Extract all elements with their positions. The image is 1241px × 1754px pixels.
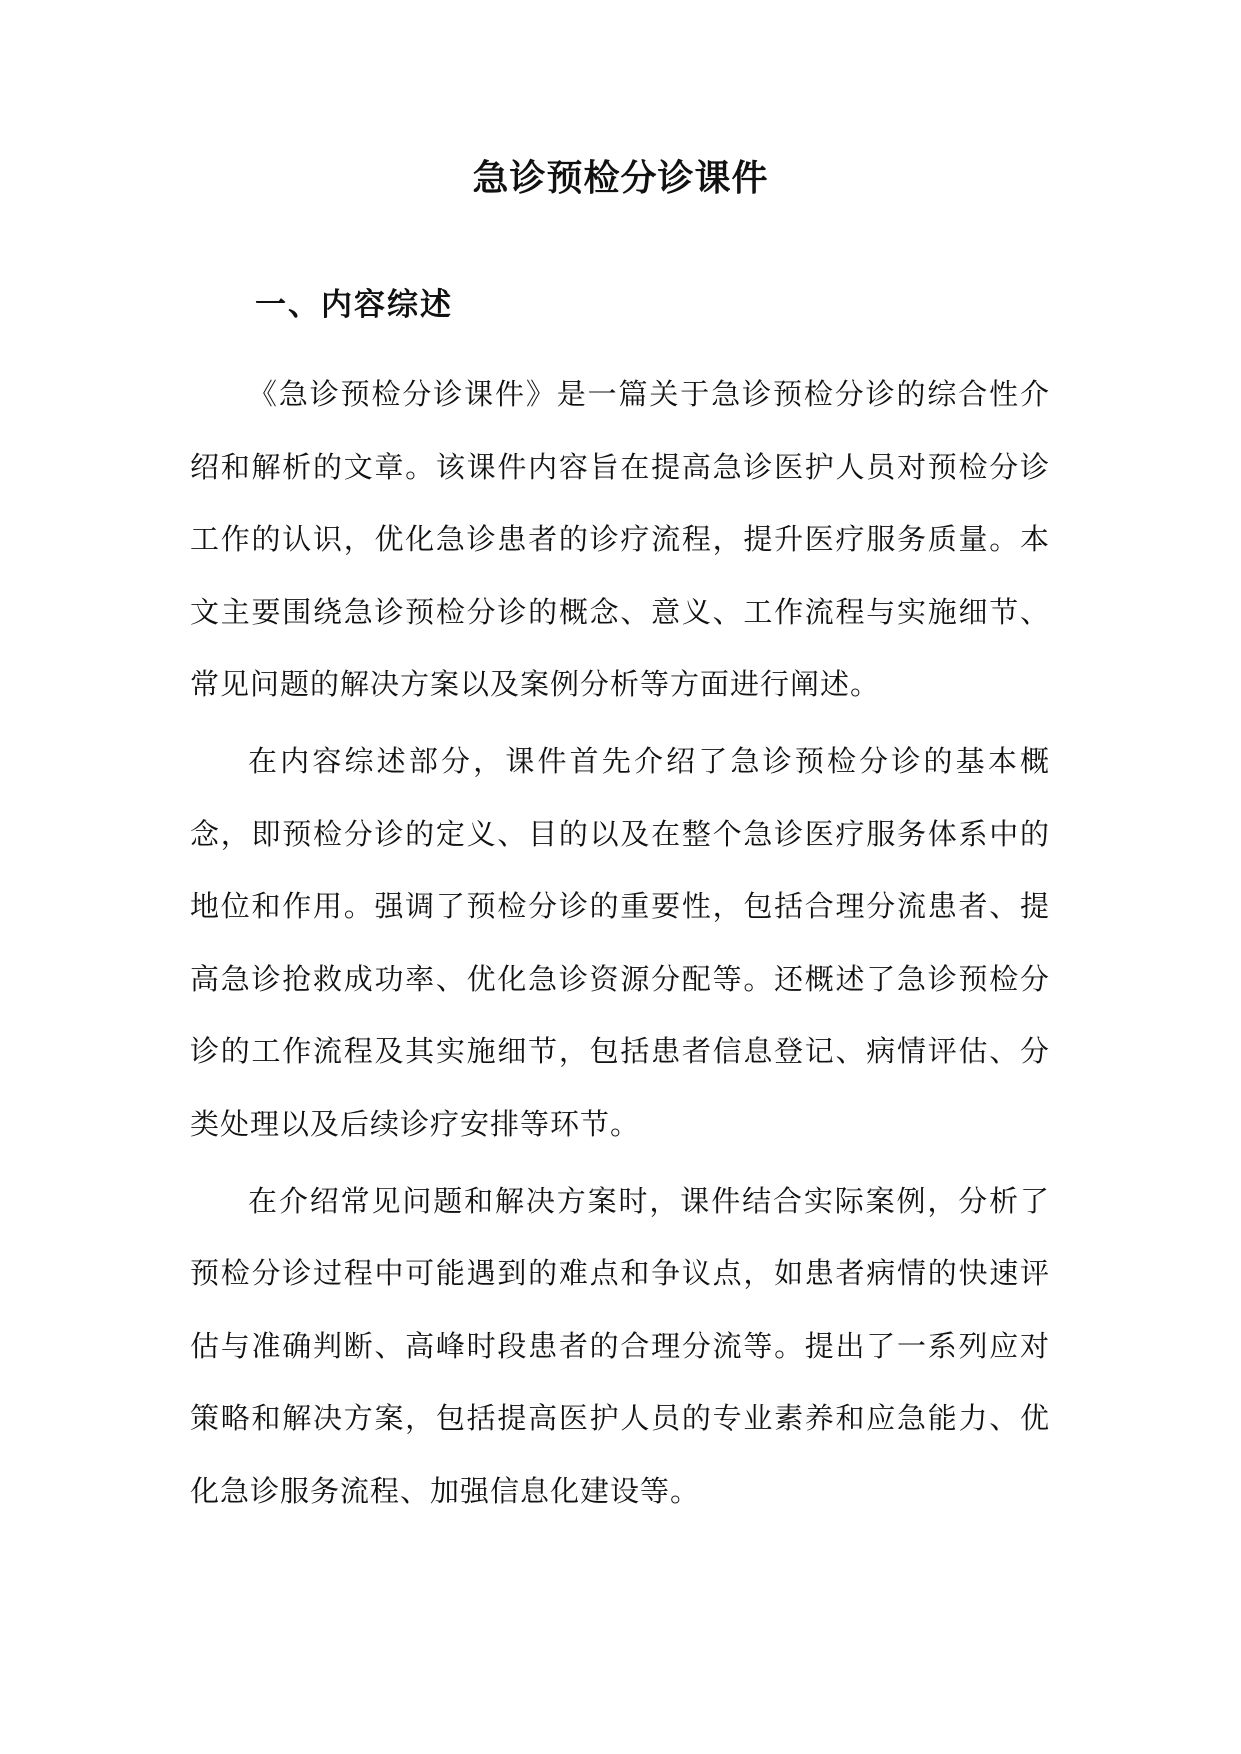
section-heading: 一、内容综述 <box>255 287 453 323</box>
paragraph-2: 在内容综述部分，课件首先介绍了急诊预检分诊的基本概念，即预检分诊的定义、目的以及在整个急诊医疗服务体系中的地位和作用。强调了预检分诊的重要性，包括合理分流患者、提高急诊抢救成功率、优化急诊资源分配等。还概述了急诊预检分诊的工作流程及其实施细节，包括患者信息登记、病情评估、分类处理以及后续诊疗安排等环节。 <box>190 743 1050 1141</box>
section-body <box>190 358 1050 1532</box>
paragraph-3: 在介绍常见问题和解决方案时，课件结合实际案例，分析了预检分诊过程中可能遇到的难点和争议点，如患者病情的快速评估与准确判断、高峰时段患者的合理分流等。提出了一系列应对策略和解决方案，包括提高医护人员的专业素养和应急能力、优化急诊服务流程、加强信息化建设等。 <box>190 1183 1050 1508</box>
document-title: 急诊预检分诊课件 <box>472 157 769 199</box>
paragraph-1: 《急诊预检分诊课件》是一篇关于急诊预检分诊的综合性介绍和解析的文章。该课件内容旨在提高急诊医护人员对预检分诊工作的认识，优化急诊患者的诊疗流程，提升医疗服务质量。本文主要围绕急诊预检分诊的概念、意义、工作流程与实施细节、常见问题的解决方案以及案例分析等方面进行阐述。 <box>190 377 1050 702</box>
